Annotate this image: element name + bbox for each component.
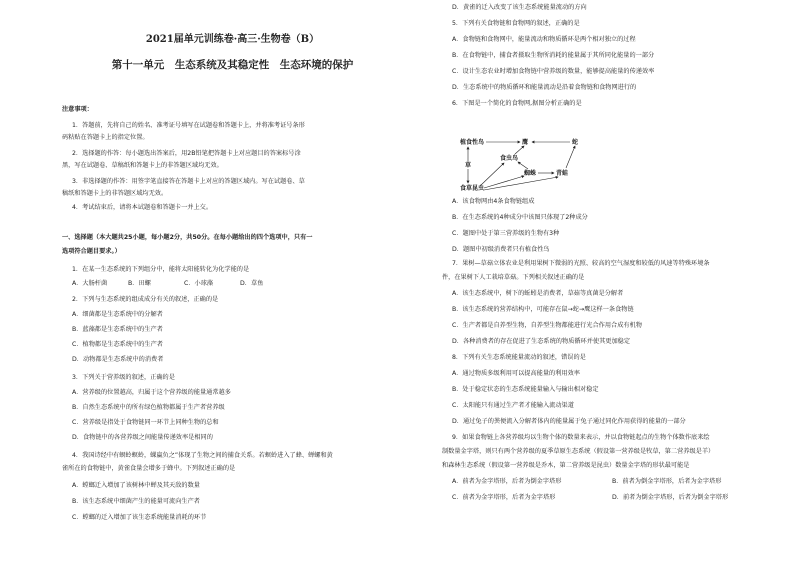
option: D．通过兔子的粪便流入分解者体内的能量属于兔子通过同化作用获得的能量的一部分 (452, 418, 686, 425)
node-snake: 蛇 (572, 139, 579, 146)
notice-line: 稿纸和答题卡上的非答题区域均无效。 (62, 190, 168, 197)
question-stem: 雀所在的食物链中，黄雀食量会增多于蜂中。下列叙述正确的是 (62, 465, 236, 472)
notice-line: 1．答题前，先将自己的姓名、准考证号填写在试题卷和答题卡上，并将准考证号条形 (72, 122, 305, 129)
notice-line: 码粘贴在答题卡上的指定位置。 (62, 134, 149, 141)
question-stem: 9．如果食物链上各营养级均以生物个体的数量来表示，并以食物链起点的生物个体数作底来绘 (452, 434, 710, 441)
option: D．各种消费者的存在促进了生态系统的物质循环并使其更加稳定 (452, 338, 631, 345)
question-stem: 5．下列有关食物链和食物网的叙述，正确的是 (452, 20, 580, 27)
question-stem: 和森林生态系统（假设第一营养级是乔木，第二营养级是昆虫）数量金字塔的形状最可能是 (442, 462, 690, 469)
option: C．营养级是指处于食物链同一环节上同种生物的总和 (72, 419, 219, 426)
node-insectivorous-bird: 食虫鸟 (500, 155, 519, 162)
option: C．生产者都是自养型生物，自养型生物都能进行光合作用合成有机物 (452, 322, 642, 329)
option: D．黄雀的迁入改变了该生态系统能量流动的方向 (452, 4, 587, 11)
notice-line: 黑，写在试题卷、草稿纸和答题卡上的非答题区域均无效。 (62, 162, 223, 169)
notice-line: 3．非选择题的作答：用签字笔直接答在答题卡上对应的答题区域内。写在试题卷、草 (72, 178, 305, 185)
option: A．前者为金字塔形，后者为倒金字塔形 (452, 478, 562, 485)
option: D．前者为倒金字塔形，后者为倒金字塔形 (612, 494, 729, 501)
food-web-diagram (460, 136, 600, 194)
section-heading: 一、选择题（本大题共25小题，每小题2分，共50分。在每小题给出的四个选项中，只有一 (62, 234, 313, 241)
option: A．螳螂迁入增加了该树林中蝉及其天敌的数量 (72, 482, 200, 489)
option: C．小球藻 (184, 280, 214, 287)
unit-title: 第十一单元 生态系统及其稳定性 生态环境的保护 (111, 59, 354, 71)
option: C．植物都是生态系统中的生产者 (72, 341, 163, 348)
option: C．太阳能只有通过生产者才能输入流动渠道 (452, 402, 574, 409)
option: B．在食物链中，捕食者摄取生物所消耗的能量属于其所同化能量的一部分 (452, 52, 655, 59)
option: C．题图中处于第三营养级的生物有3种 (452, 230, 560, 237)
node-grass: 草 (465, 162, 472, 169)
exam-title: 2021届单元训练卷·高三·生物卷（B） (145, 34, 320, 45)
option: C．螳螂的迁入增加了该生态系统能量消耗的环节 (72, 514, 207, 521)
option: B．在生态系统的4种成分中该图只体现了2种成分 (452, 214, 588, 221)
arrow-frog-to-snake (566, 146, 575, 168)
question-stem: 6．下图是一个简化的食物网,据图分析正确的是 (452, 100, 582, 107)
option: B．蓝藻都是生态系统中的生产者 (72, 326, 163, 333)
question-stem: 2．下列与生态系统的组成成分有关的叙述，正确的是 (72, 296, 219, 303)
arrow-insectivorous-bird-to-hawk (515, 146, 524, 154)
option: B．该生态系统的营养结构中，可能存在鼠→蛇→鹰这样一条食物链 (452, 306, 634, 313)
arrow-insect-to-frog (484, 177, 558, 190)
option: D．动物都是生态系统中的消费者 (72, 356, 164, 363)
option: B．田螺 (128, 280, 151, 287)
question-stem: 件，在果树下人工栽培草菇。下列相关叙述正确的是 (442, 274, 585, 281)
option: A．通过物质多级利用可以提高能量的利用效率 (452, 370, 580, 377)
option: A．大肠杆菌 (72, 280, 108, 287)
option: D．食物链中的各营养级之间能量传递效率是相同的 (72, 434, 213, 441)
node-herbivorous-bird: 植食性鸟 (460, 139, 485, 146)
option: B．前者为倒金字塔形，后者为金字塔形 (612, 478, 722, 485)
notice-line: 2．选择题的作答：每小题选出答案后，用2B铅笔把答题卡上对应题目的答案标号涂 (72, 150, 301, 157)
option: C．前者为金字塔形，后者为金字塔形 (452, 494, 556, 501)
option: A．细菌都是生态系统中的分解者 (72, 311, 163, 318)
node-spider: 蜘蛛 (524, 170, 537, 177)
option: D．生态系统中的物质循环和能量流动是沿着食物链和食物网进行的 (452, 84, 637, 91)
option: B．该生态系统中细菌产生的能量可流向生产者 (72, 498, 200, 505)
question-stem: 3．下列关于营养级的叙述，正确的是 (72, 374, 175, 381)
option: B．处于稳定状态的生态系统能量输入与输出相对稳定 (452, 386, 599, 393)
notice-heading: 注意事项： (62, 106, 93, 113)
question-options (72, 280, 296, 288)
option: A．营养级的位置越高，归属于这个营养级的能量通常越多 (72, 389, 231, 396)
option: D．题图中初级消费者只有植食性鸟 (452, 246, 550, 253)
section-heading: 选项符合题目要求。） (62, 248, 121, 255)
node-hawk: 鹰 (522, 139, 529, 146)
arrow-insect-to-insectivorous-bird (480, 163, 504, 186)
option: C．设计生态农业时增加食物链中营养级的数量，能够提高能量的传递效率 (452, 68, 655, 75)
question-stem: 4．我国诗经中有螟蛉螟蛉，蜾蠃负之”体现了生物之间的捕食关系。若螟蛉进入了蜂、蝉螺和黄 (72, 452, 333, 459)
option: A．该食物网由4条食物链组成 (452, 198, 535, 205)
option: D．草鱼 (240, 280, 264, 287)
notice-line: 4．考试结束后，请将本试题卷和答题卡一并上交。 (72, 204, 213, 211)
question-stem: 1．在某一生态系统的下列组分中，能将太阳能转化为化学能的是 (72, 266, 250, 273)
arrow-spider-to-insectivorous-bird (518, 162, 528, 169)
question-stem: 8．下列有关生态系统能量流动的叙述，错误的是 (452, 354, 586, 361)
question-stem: 7．果树—草菇立体农业是利用果树下微弱的光照、较高的空气湿度和较低的风速等特殊环境条 (452, 260, 710, 267)
node-frog: 青蛙 (556, 170, 569, 177)
question-stem: 制数量金字塔，则只有两个营养级的夏季草原生态系统（假设第一营养级是牧草，第二营养级是羊） (442, 448, 715, 455)
option: B．自然生态系统中的所有绿色植物都属于生产者营养级 (72, 404, 225, 411)
option: A．食物链和食物网中，能量流动和物质循环是两个相对独立的过程 (452, 36, 636, 43)
option: A．该生态系统中，树下的蚯蚓是消费者，草菇等真菌是分解者 (452, 290, 624, 297)
node-insect: 食草昆虫 (460, 185, 485, 192)
